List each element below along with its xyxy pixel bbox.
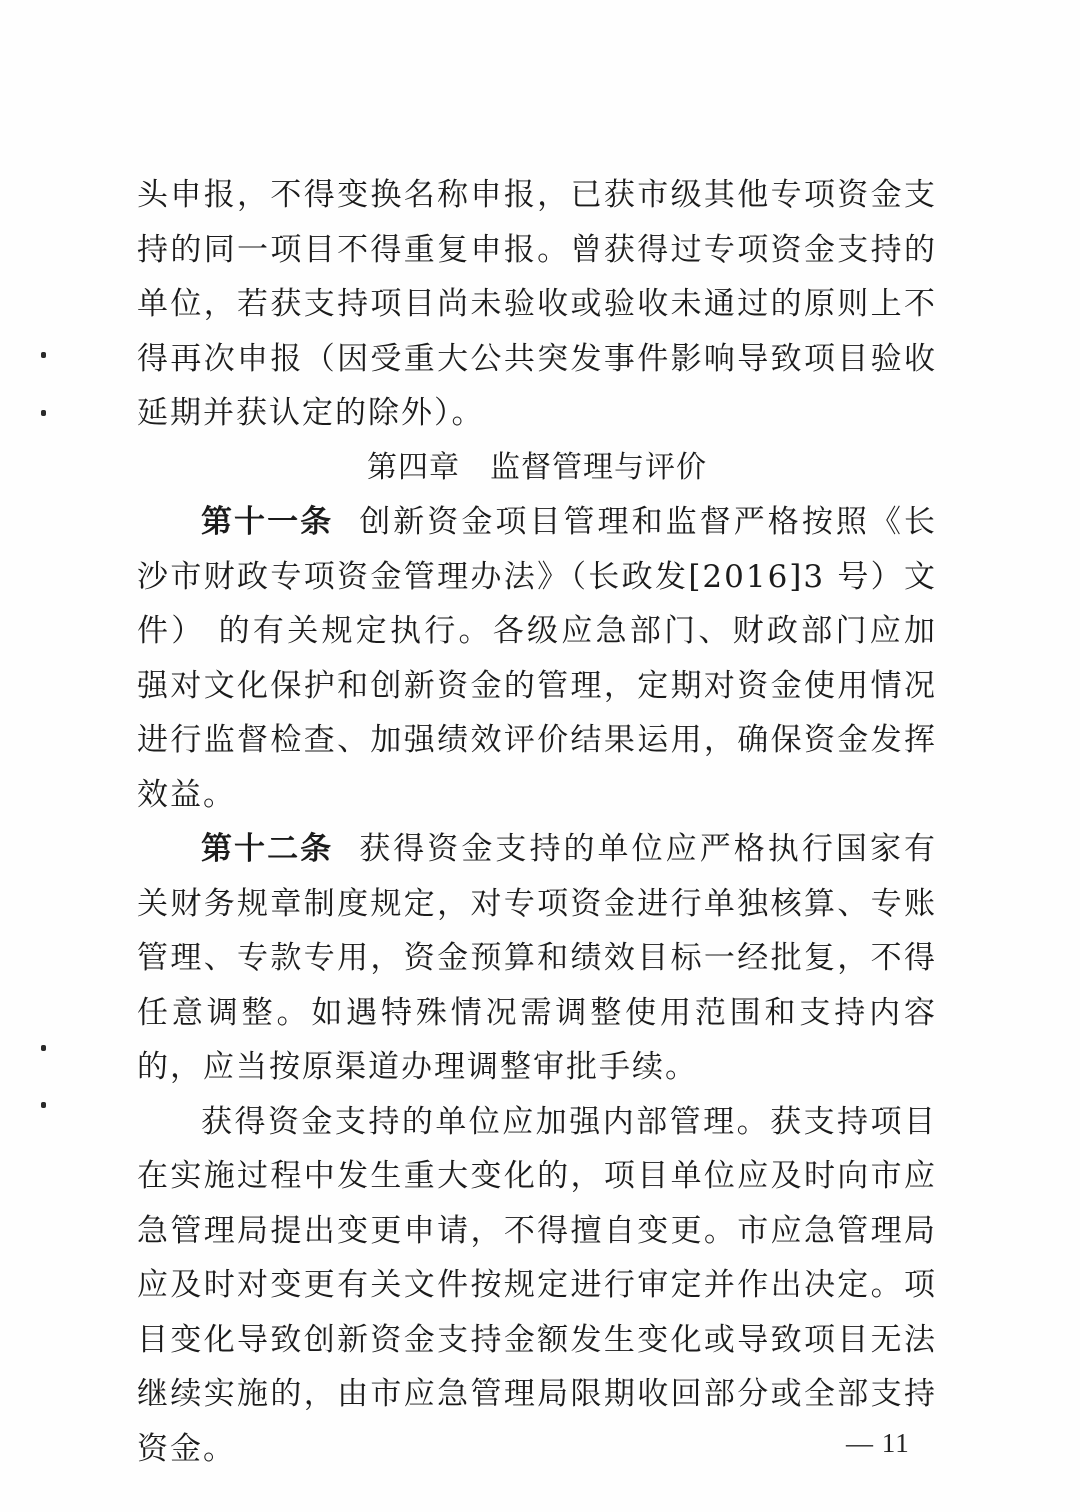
article-11-number: 第十一条: [201, 504, 334, 540]
article-11: [137, 495, 937, 822]
article-11-text: 创新资金项目管理和监督严格按照《长沙市财政专项资金管理办法》（长政发[2016]3 号）文件） 的有关规定执行。各级应急部门、财政部门应加强对文化保护和创新资金的管理，定期对资金使用情况进行监督检查、加强绩效评价结果运用，确保资金发挥效益。: [137, 504, 938, 813]
document-body: [137, 168, 937, 1476]
article-12: [137, 822, 937, 1095]
binding-hole-mark: [41, 1102, 46, 1108]
chapter-number: 第四章: [367, 449, 460, 485]
chapter-title: 监督管理与评价: [490, 449, 707, 485]
chapter-heading: [137, 441, 937, 496]
binding-hole-mark: [41, 1045, 46, 1051]
page-number: — 11: [846, 1428, 910, 1458]
binding-hole-mark: [41, 352, 46, 358]
article-12-text: 获得资金支持的单位应严格执行国家有关财务规章制度规定，对专项资金进行单独核算、专账管理、专款专用，资金预算和绩效目标一经批复，不得任意调整。如遇特殊情况需调整使用范围和支持内容的，应当按原渠道办理调整审批手续。: [137, 831, 938, 1085]
binding-hole-mark: [41, 410, 46, 416]
paragraph-internal-management: 获得资金支持的单位应加强内部管理。获支持项目在实施过程中发生重大变化的，项目单位应及时向市应急管理局提出变更申请，不得擅自变更。市应急管理局应及时对变更有关文件按规定进行审定并作出决定。项目变化导致创新资金支持金额发生变化或导致项目无法继续实施的，由市应急管理局限期收回部分或全部支持资金。: [137, 1103, 937, 1467]
article-12-number: 第十二条: [201, 831, 334, 867]
paragraph-continued: 头申报，不得变换名称申报，已获市级其他专项资金支持的同一项目不得重复申报。曾获得过专项资金支持的单位，若获支持项目尚未验收或验收未通过的原则上不得再次申报（因受重大公共突发事件影响导致项目验收延期并获认定的除外）。: [137, 177, 937, 431]
